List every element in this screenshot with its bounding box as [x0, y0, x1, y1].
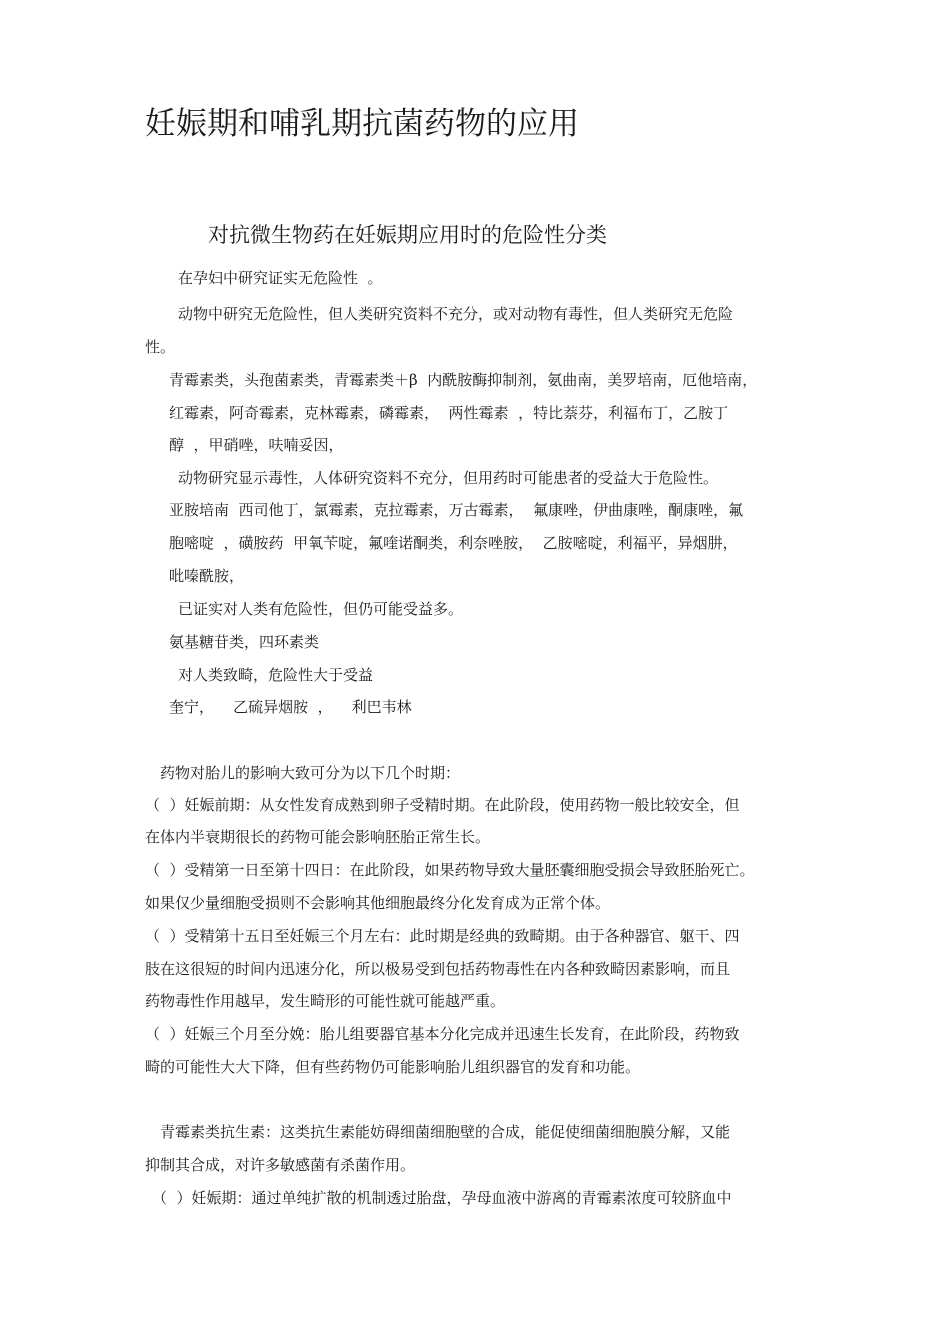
text-line: 在体内半衰期很长的药物可能会影响胚胎正常生长。 [145, 828, 491, 846]
text-line: 畸的可能性大大下降，但有些药物仍可能影响胎儿组织器官的发育和功能。 [145, 1058, 641, 1076]
text-line: 已证实对人类有危险性，但仍可能受益多。 [178, 600, 464, 618]
text-line: 对人类致畸，危险性大于受益 [178, 666, 374, 684]
text-line: 药物毒性作用越早，发生畸形的可能性就可能越严重。 [145, 992, 506, 1010]
text-line: （ ）受精第一日至第十四日：在此阶段，如果药物导致大量胚囊细胞受损会导致胚胎死亡。 [145, 861, 755, 879]
text-line: 在孕妇中研究证实无危险性 。 [178, 269, 383, 287]
text-line: 醇 ，甲硝唑，呋喃妥因， [169, 436, 344, 454]
text-line: 红霉素，阿奇霉素，克林霉素，磷霉素， 两性霉素 ，特比萘芬，利福布丁，乙胺丁 [169, 404, 729, 422]
document-title: 妊娠期和哺乳期抗菌药物的应用 [145, 106, 579, 142]
text-line: 如果仅少量细胞受损则不会影响其他细胞最终分化发育成为正常个体。 [145, 894, 611, 912]
text-line: 奎宁， 乙硫异烟胺 ， 利巴韦林 [169, 698, 412, 716]
text-line: （ ）妊娠前期：从女性发育成熟到卵子受精时期。在此阶段，使用药物一般比较安全，但 [145, 796, 740, 814]
section-heading: 对抗微生物药在妊娠期应用时的危险性分类 [208, 223, 607, 247]
text-line: 药物对胎儿的影响大致可分为以下几个时期： [160, 764, 461, 782]
text-line: 性。 [145, 338, 176, 356]
text-line: 动物研究显示毒性，人体研究资料不充分，但用药时可能患者的受益大于危险性。 [178, 469, 719, 487]
text-line: （ ）妊娠期：通过单纯扩散的机制透过胎盘，孕母血液中游离的青霉素浓度可较脐血中 [152, 1189, 732, 1207]
text-line: 胞嘧啶 ，磺胺药 甲氧苄啶，氟喹诺酮类，利奈唑胺， 乙胺嘧啶，利福平，异烟肼， [169, 534, 738, 552]
text-line: （ ）妊娠三个月至分娩：胎儿组要器官基本分化完成并迅速生长发育，在此阶段，药物致 [145, 1025, 740, 1043]
text-line: 吡嗪酰胺， [169, 567, 245, 585]
text-line: （ ）受精第十五日至妊娠三个月左右：此时期是经典的致畸期。由于各种器官、躯干、四 [145, 927, 740, 945]
text-line: 抑制其合成，对许多敏感菌有杀菌作用。 [145, 1156, 416, 1174]
text-line: 青霉素类，头孢菌素类，青霉素类＋β 内酰胺酶抑制剂，氨曲南，美罗培南，厄他培南， [169, 371, 758, 389]
text-line: 亚胺培南 西司他丁，氯霉素，克拉霉素，万古霉素， 氟康唑，伊曲康唑，酮康唑，氟 [169, 501, 744, 519]
text-line: 青霉素类抗生素：这类抗生素能妨碍细菌细胞壁的合成，能促使细菌细胞膜分解，又能 [160, 1123, 731, 1141]
text-line: 氨基糖苷类，四环素类 [169, 633, 320, 651]
text-line: 肢在这很短的时间内迅速分化，所以极易受到包括药物毒性在内各种致畸因素影响，而且 [145, 960, 731, 978]
text-line: 动物中研究无危险性，但人类研究资料不充分，或对动物有毒性，但人类研究无危险 [178, 305, 734, 323]
